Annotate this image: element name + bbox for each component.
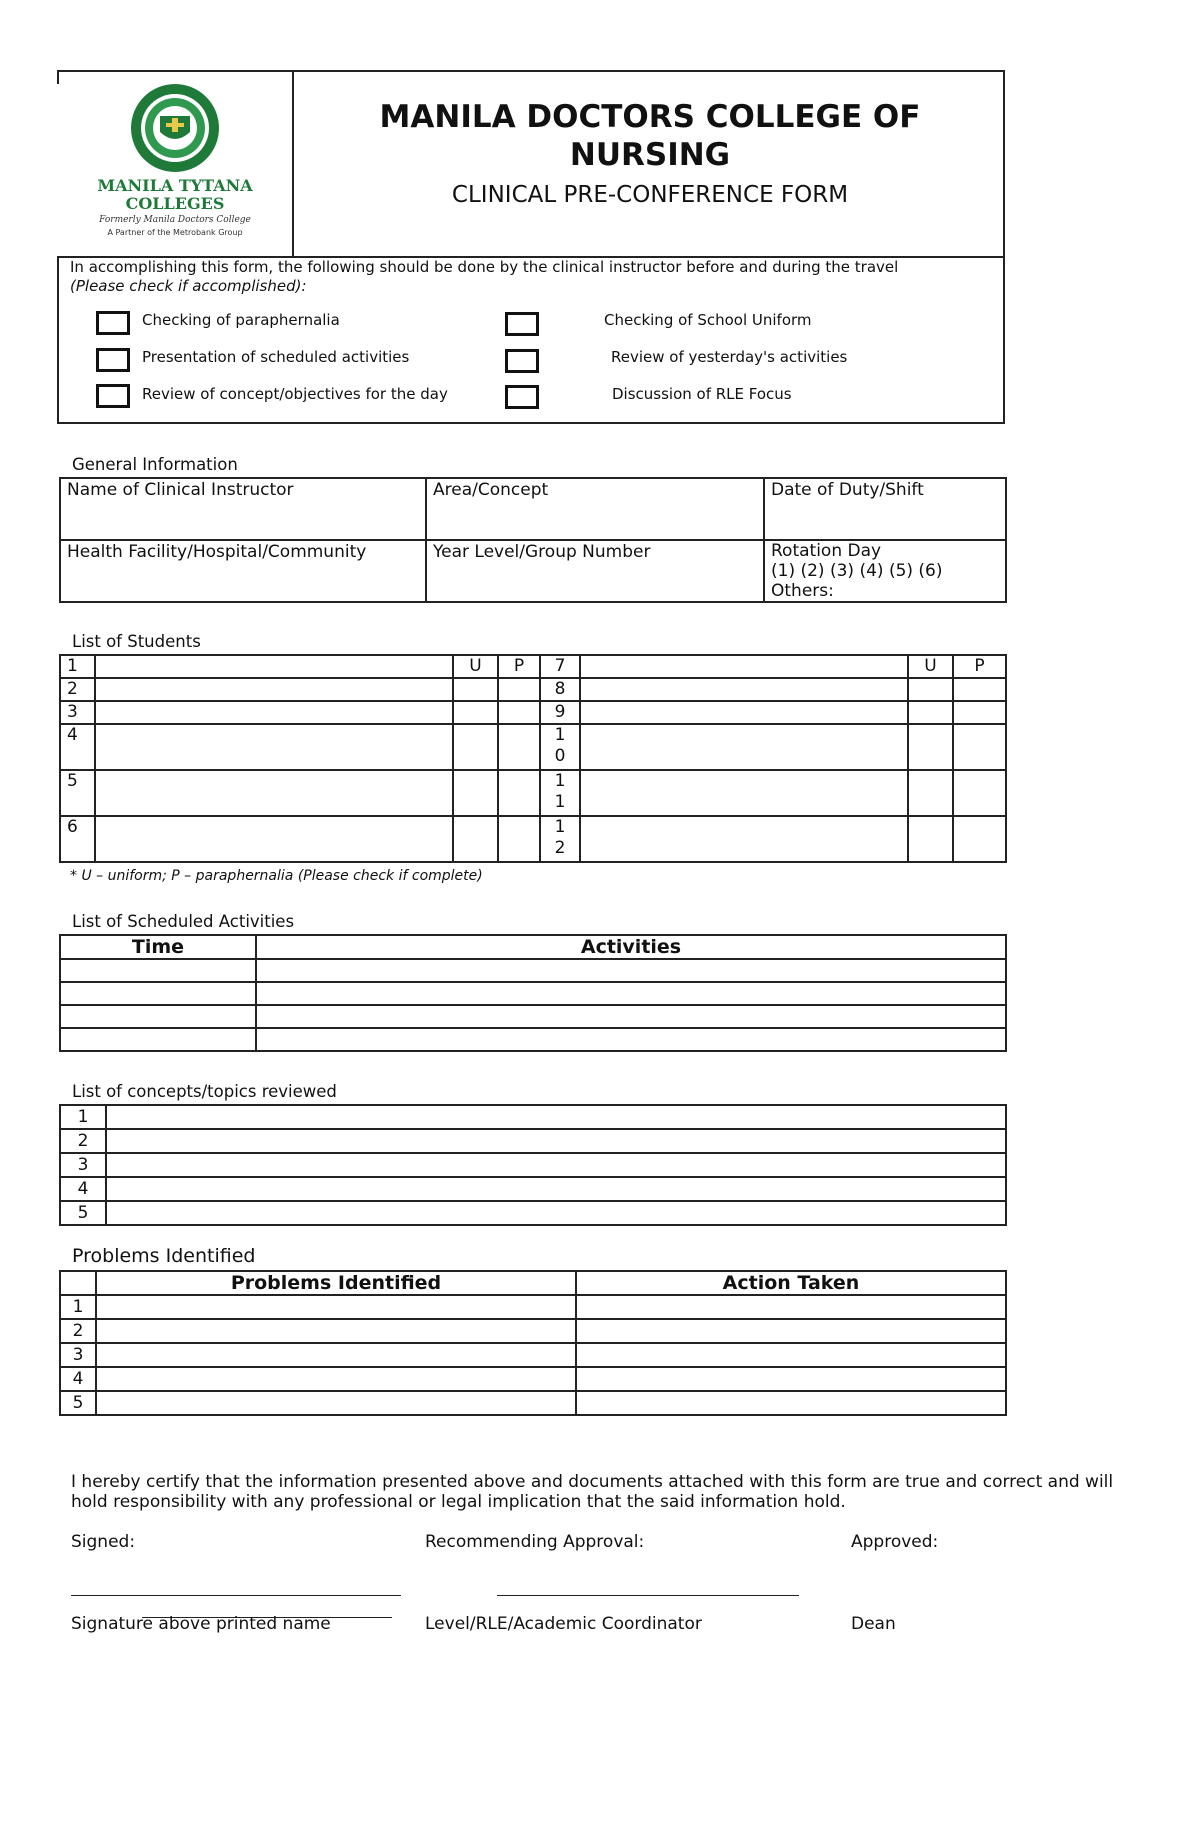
coordinator-label: Level/RLE/Academic Coordinator — [425, 1614, 702, 1634]
uniform-check-cell[interactable]: U — [908, 655, 953, 678]
concept-row — [60, 1105, 1006, 1129]
header-left-edge — [57, 70, 59, 84]
concept-cell[interactable] — [106, 1153, 1006, 1177]
concept-row — [60, 1129, 1006, 1153]
checklist-item-concepts: Review of concept/objectives for the day — [142, 385, 448, 403]
paraphernalia-check-cell[interactable] — [953, 816, 1006, 862]
problem-row — [60, 1319, 1006, 1343]
checkbox-paraphernalia[interactable] — [96, 311, 130, 335]
student-name-cell[interactable] — [95, 770, 453, 816]
paraphernalia-check-cell[interactable] — [953, 701, 1006, 724]
checkbox-yesterday[interactable] — [505, 349, 539, 373]
student-number: 1 0 — [540, 724, 580, 770]
student-name-cell[interactable] — [95, 678, 453, 701]
col-blank — [60, 1271, 96, 1295]
uniform-check-cell[interactable] — [908, 678, 953, 701]
concept-cell[interactable] — [106, 1201, 1006, 1225]
student-row — [60, 770, 1006, 816]
problem-row — [60, 1367, 1006, 1391]
logo-sub2: A Partner of the Metrobank Group — [107, 228, 243, 237]
action-cell[interactable] — [576, 1295, 1006, 1319]
field-area-concept[interactable]: Area/Concept — [426, 478, 764, 540]
student-number: 5 — [60, 770, 95, 816]
student-number: 3 — [60, 701, 95, 724]
student-number: 6 — [60, 816, 95, 862]
concept-number: 5 — [60, 1201, 106, 1225]
checklist-item-rle: Discussion of RLE Focus — [612, 385, 792, 403]
field-health-facility[interactable]: Health Facility/Hospital/Community — [60, 540, 426, 602]
checklist-item-uniform: Checking of School Uniform — [604, 311, 812, 329]
checklist-item-scheduled: Presentation of scheduled activities — [142, 348, 410, 366]
rotation-label: Rotation Day — [771, 541, 882, 561]
concept-row — [60, 1177, 1006, 1201]
activity-time-cell[interactable] — [60, 1028, 256, 1051]
student-number: 1 1 — [540, 770, 580, 816]
student-row — [60, 678, 1006, 701]
activity-desc-cell[interactable] — [256, 959, 1006, 982]
checklist-item-yesterday: Review of yesterday's activities — [611, 348, 848, 366]
activity-row — [60, 982, 1006, 1005]
action-cell[interactable] — [576, 1367, 1006, 1391]
activity-desc-cell[interactable] — [256, 1005, 1006, 1028]
uniform-check-cell[interactable] — [453, 724, 498, 770]
problem-row — [60, 1343, 1006, 1367]
student-name-cell[interactable] — [580, 655, 908, 678]
col-activities: Activities — [256, 935, 1006, 959]
student-name-cell[interactable] — [580, 816, 908, 862]
signature-label: Signature above printed name — [71, 1614, 331, 1634]
concept-number: 4 — [60, 1177, 106, 1201]
student-row — [60, 816, 1006, 862]
logo-name: MANILA TYTANA COLLEGES — [97, 176, 253, 213]
students-table — [59, 654, 1007, 863]
checkbox-rle-focus[interactable] — [505, 385, 539, 409]
student-row — [60, 655, 1006, 678]
header-divider — [292, 70, 294, 258]
student-number: 2 — [60, 678, 95, 701]
activity-row — [60, 1005, 1006, 1028]
uniform-check-cell[interactable] — [453, 701, 498, 724]
college-logo — [80, 82, 280, 242]
activity-time-cell[interactable] — [60, 982, 256, 1005]
uniform-check-cell[interactable] — [453, 770, 498, 816]
problem-number: 2 — [60, 1319, 96, 1343]
student-row — [60, 724, 1006, 770]
col-problems: Problems Identified — [96, 1271, 576, 1295]
problem-number: 3 — [60, 1343, 96, 1367]
general-info-table — [59, 477, 1007, 603]
student-name-cell[interactable] — [580, 770, 908, 816]
concept-cell[interactable] — [106, 1129, 1006, 1153]
activities-heading: List of Scheduled Activities — [72, 912, 295, 931]
paraphernalia-check-cell[interactable] — [498, 816, 540, 862]
paraphernalia-check-cell[interactable] — [953, 678, 1006, 701]
dean-label: Dean — [851, 1614, 896, 1634]
page-title: MANILA DOCTORS COLLEGE OF NURSING — [379, 99, 921, 173]
student-number: 9 — [540, 701, 580, 724]
problem-row — [60, 1295, 1006, 1319]
field-year-level[interactable]: Year Level/Group Number — [426, 540, 764, 602]
field-clinical-instructor[interactable]: Name of Clinical Instructor — [60, 478, 426, 540]
problem-cell[interactable] — [96, 1343, 576, 1367]
concept-number: 2 — [60, 1129, 106, 1153]
concepts-table — [59, 1104, 1007, 1226]
problem-cell[interactable] — [96, 1367, 576, 1391]
action-cell[interactable] — [576, 1391, 1006, 1415]
checklist-note: (Please check if accomplished): — [70, 277, 307, 295]
student-name-cell[interactable] — [95, 724, 453, 770]
concept-number: 3 — [60, 1153, 106, 1177]
action-cell[interactable] — [576, 1319, 1006, 1343]
activity-row — [60, 959, 1006, 982]
certify-text: I hereby certify that the information presented above and documents attached with this form are true and correct and will hold responsibility with any professional or legal implication that the said information hold. — [71, 1472, 1114, 1512]
concept-row — [60, 1153, 1006, 1177]
uniform-check-cell[interactable]: U — [453, 655, 498, 678]
general-heading: General Information — [72, 455, 238, 474]
student-number: 4 — [60, 724, 95, 770]
paraphernalia-check-cell[interactable] — [498, 678, 540, 701]
activity-time-cell[interactable] — [60, 1005, 256, 1028]
col-action: Action Taken — [576, 1271, 1006, 1295]
student-name-cell[interactable] — [580, 701, 908, 724]
field-rotation-day[interactable] — [764, 540, 1006, 602]
paraphernalia-check-cell[interactable] — [498, 701, 540, 724]
student-name-cell[interactable] — [95, 816, 453, 862]
checkbox-concepts[interactable] — [96, 384, 130, 408]
problem-number: 5 — [60, 1391, 96, 1415]
problem-number: 1 — [60, 1295, 96, 1319]
action-cell[interactable] — [576, 1343, 1006, 1367]
uniform-check-cell[interactable] — [908, 816, 953, 862]
concepts-heading: List of concepts/topics reviewed — [72, 1082, 337, 1101]
rotation-days: (1) (2) (3) (4) (5) (6) — [771, 561, 943, 581]
concept-cell[interactable] — [106, 1105, 1006, 1129]
student-number: 7 — [540, 655, 580, 678]
problems-heading: Problems Identified — [72, 1245, 256, 1267]
student-name-cell[interactable] — [95, 655, 453, 678]
recommending-label: Recommending Approval: — [425, 1532, 645, 1552]
problem-cell[interactable] — [96, 1391, 576, 1415]
student-number: 1 — [60, 655, 95, 678]
signature-line[interactable] — [71, 1595, 401, 1596]
uniform-check-cell[interactable] — [453, 678, 498, 701]
activity-desc-cell[interactable] — [256, 982, 1006, 1005]
paraphernalia-check-cell[interactable] — [498, 724, 540, 770]
checklist-intro: In accomplishing this form, the following should be done by the clinical instructor before and during the travel (Please check if accomplished): — [70, 258, 899, 295]
uniform-check-cell[interactable] — [908, 701, 953, 724]
student-name-cell[interactable] — [95, 701, 453, 724]
students-heading: List of Students — [72, 632, 201, 651]
paraphernalia-check-cell[interactable] — [953, 724, 1006, 770]
paraphernalia-check-cell[interactable]: P — [953, 655, 1006, 678]
problem-cell[interactable] — [96, 1319, 576, 1343]
concept-row — [60, 1201, 1006, 1225]
paraphernalia-check-cell[interactable] — [953, 770, 1006, 816]
problem-number: 4 — [60, 1367, 96, 1391]
student-number: 1 2 — [540, 816, 580, 862]
checkbox-uniform[interactable] — [505, 312, 539, 336]
uniform-check-cell[interactable] — [453, 816, 498, 862]
checkbox-scheduled-activities[interactable] — [96, 348, 130, 372]
student-row — [60, 701, 1006, 724]
coordinator-signature-line[interactable] — [497, 1595, 799, 1596]
student-number: 8 — [540, 678, 580, 701]
logo-sub1: Formerly Manila Doctors College — [99, 215, 251, 225]
signed-label: Signed: — [71, 1532, 136, 1552]
paraphernalia-check-cell[interactable] — [498, 770, 540, 816]
problems-table — [59, 1270, 1007, 1416]
paraphernalia-check-cell[interactable]: P — [498, 655, 540, 678]
field-date-shift[interactable]: Date of Duty/Shift — [764, 478, 1006, 540]
concept-cell[interactable] — [106, 1177, 1006, 1201]
rotation-others: Others: — [771, 581, 834, 601]
students-note: * U – uniform; P – paraphernalia (Please check if complete) — [70, 868, 483, 884]
uniform-check-cell[interactable] — [908, 724, 953, 770]
col-time: Time — [60, 935, 256, 959]
problem-row — [60, 1391, 1006, 1415]
student-name-cell[interactable] — [580, 678, 908, 701]
problem-cell[interactable] — [96, 1295, 576, 1319]
activity-time-cell[interactable] — [60, 959, 256, 982]
activity-row — [60, 1028, 1006, 1051]
uniform-check-cell[interactable] — [908, 770, 953, 816]
page-subtitle: CLINICAL PRE-CONFERENCE FORM — [451, 182, 849, 208]
checklist-item-paraphernalia: Checking of paraphernalia — [142, 311, 340, 329]
concept-number: 1 — [60, 1105, 106, 1129]
approved-label: Approved: — [851, 1532, 939, 1552]
activity-desc-cell[interactable] — [256, 1028, 1006, 1051]
activities-table — [59, 934, 1007, 1052]
student-name-cell[interactable] — [580, 724, 908, 770]
